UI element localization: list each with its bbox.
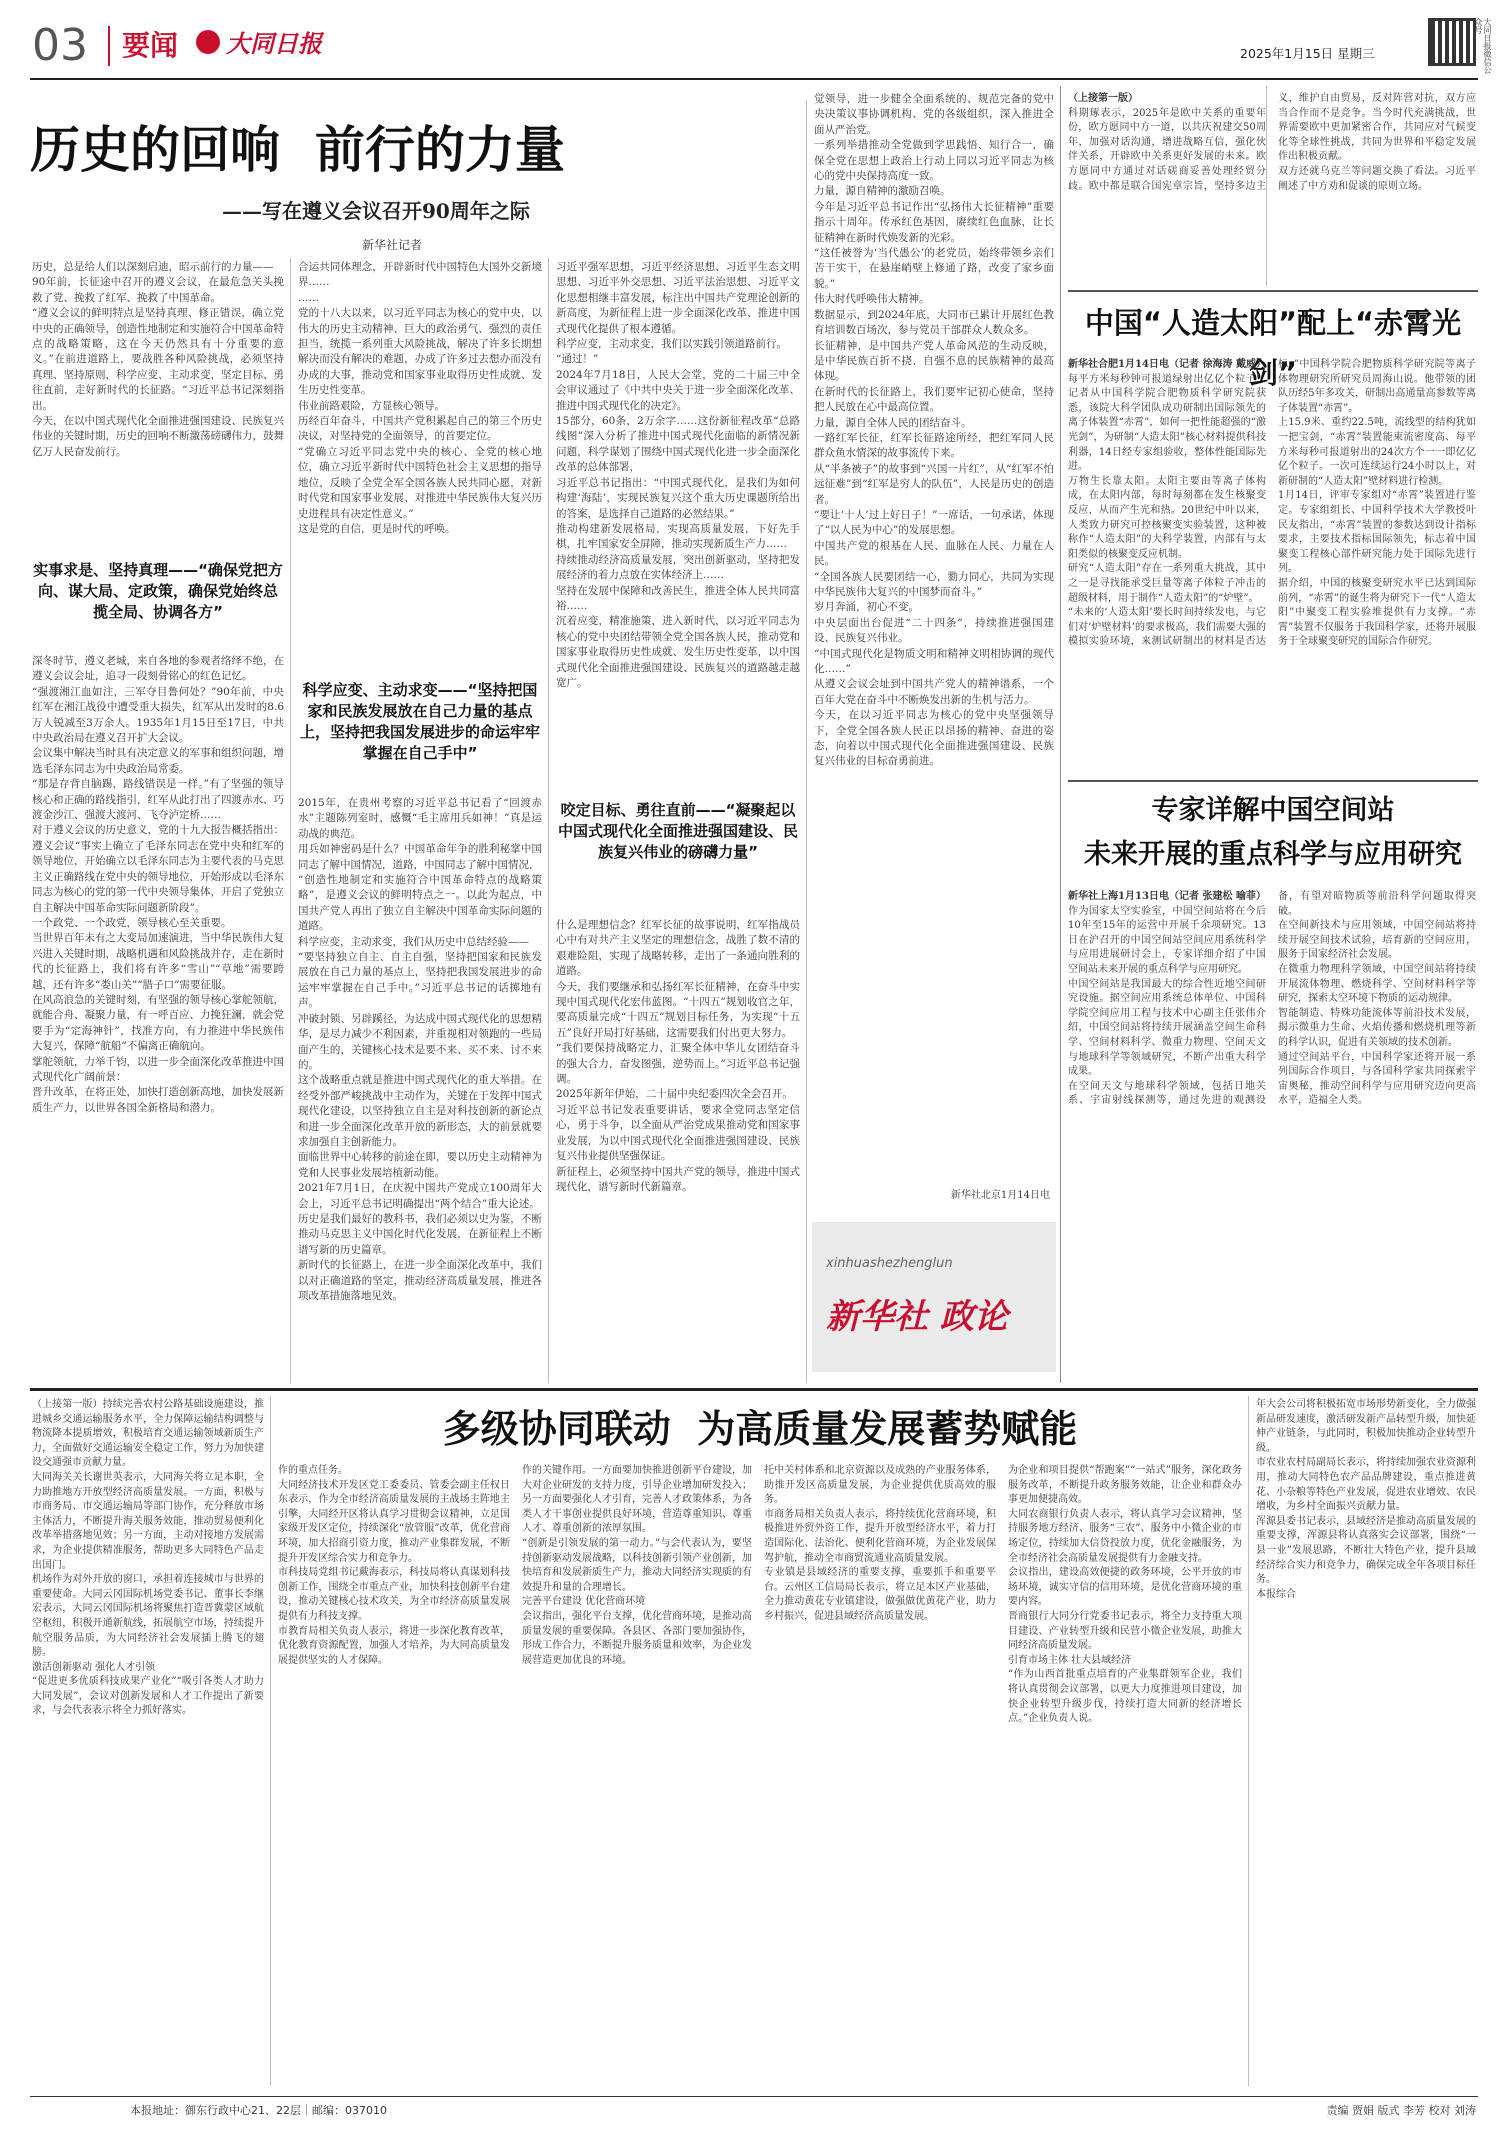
main-headline: 历史的回响 前行的力量 bbox=[30, 121, 565, 179]
main-col3-top: 习近平强军思想，习近平经济思想、习近平生态文明思想、习近平外交思想、习近平法治思想、习近平文化思想相继丰富发展，标注出中国共产党理论创新的新高度，为新征程上进一步全面深化改革、推进中国式现代化提供了根本遵循。 科学应变，主动求变，我们以实践引领道路前行。 “通过！” 2024年7月18日，人民大会堂，党的二十届三中全会审议通过了《中共中央关于进一步全面深化改革、推进中国式现代化的决定》。 15部分，60条，2万余字……这份新征程改革“总路线图”深入分析了推进中国式现代化面临的新情况新问题，科学谋划了围绕中国式现代化进一步全面深化改革的总体部署， 习近平总书记指出：“中国式现代化，是我们为如何构建‘海陆’，实现民族复兴这个重大历史课题所给出的答案，是选择自己道路的必然结果。” 推动构建新发展格局，实现高质量发展，下好先手棋，扎牢国家安全屏障，推动实现新质生产力…… 持续推动经济高质量发展，突出创新驱动，坚持把发展经济的着力点放在实体经济上…… 坚持在发展中保障和改善民生，推进全体人民共同富裕…… 沉着应变，精准施策，进入新时代，以习近平同志为核心的党中央团结带领全党全国各族人民，推动党和国家事业取得历史性成就、发生历史性变革，以中国式现代化全面推进强国建设、民族复兴的道路越走越宽广。 bbox=[556, 261, 800, 689]
bottom-col-d: 托中关村体系和北京资源以及成熟的产业服务体系，助推开发区高质量发展，为企业提供优质高效的服务。 市商务局相关负责人表示，将持续优化营商环境，积极推进外贸外资工作，提升开放型经济水平，着力打造国际化、法治化、便利化营商环境，为企业发展保驾护航，推动全市商贸流通业高质量发展。 专业镇是县域经济的重要支撑，重要抓手和重要平台。云州区工信局局长表示，将立足本区产业基础，全力推动黄花专业镇建设，做强做优黄花产业，助力乡村振兴，促进县域经济高质量发展。 bbox=[764, 1465, 996, 1622]
footer-address: 本报地址：御东行政中心21、22层｜邮编：037010 bbox=[130, 2104, 387, 2117]
issue-date: 2025年1月15日 星期三 bbox=[1240, 46, 1375, 61]
commentary-pinyin: xinhuashezhenglun bbox=[826, 1256, 953, 1271]
station-headline-2: 未来开展的重点科学与应用研究 bbox=[1084, 839, 1462, 870]
section-rule bbox=[1068, 290, 1478, 292]
bottom-col-e: 为企业和项目提供“帮跑案”“一站式”服务，深化政务服务改革，不断提升政务服务效能，让企业和群众办事更加便捷高效。 大同农商银行负责人表示，将认真学习会议精神，坚持服务地方经济、服务“三农”、服务中小微企业的市场定位，持续加大信贷投放力度，优化金融服务，为全市经济社会高质量发展提供有力金融支持。 会议指出，建设高效便捷的政务环境，公平开放的市场环境，诚实守信的信用环境，是优化营商环境的重要内容。 晋商银行大同分行党委书记表示，将全力支持重大项目建设、产业转型升级和民营小微企业发展，助推大同经济高质量发展。 引育市场主体 壮大县域经济 “作为山西首批重点培育的产业集群领军企业，我们将认真贯彻会议部署，以更大力度推进项目建设，加快企业转型升级步伐，持续打造大同新的经济增长点。”企业负责人说。 bbox=[1008, 1465, 1242, 1725]
qr-code bbox=[1428, 18, 1476, 66]
col-rule bbox=[548, 258, 549, 1383]
main-col2-top: 合运共同体理念，开辟新时代中国特色大国外交新境界…… …… 党的十八大以来，以习近平同志为核心的党中央，以伟大的历史主动精神、巨大的政治勇气、强烈的责任担当，统揽一系列重大风险挑战，解决了许多长期想解决而没有解决的难题，办成了许多过去想办而没有办成的大事，推动党和国家事业取得历史性成就、发生历史性变革。 伟业前路艰险，方显核心领导。 历经百年奋斗，中国共产党积累起自己的第三个历史决议，对坚持党的全面领导，的首要定位。 “党确立习近平同志党中央的核心、全党的核心地位，确立习近平新时代中国特色社会主义思想的指导地位，反映了全党全军全国各族人民共同心愿，对新时代党和国家事业发展、对推进中华民族伟大复兴历史进程具有决定性意义。” 这是党的自信，更是时代的呼唤。 bbox=[298, 261, 542, 535]
sun-headline: 中国“人造太阳”配上“赤霄光剑” bbox=[1084, 306, 1462, 390]
section-heading-3: 咬定目标、勇往直前——“凝聚起以中国式现代化全面推进强国建设、民族复兴伟业的磅礴力量” bbox=[557, 801, 798, 861]
sun-body bbox=[1068, 358, 1476, 770]
main-col3-bottom: 什么是理想信念？红军长征的故事说明，红军指战员心中有对共产主义坚定的理想信念，战胜了数不清的艰难险阻，实现了战略转移，走出了一条通向胜利的道路。 今天，我们要继承和弘扬红军长征精神，在奋斗中实现中国式现代化宏伟蓝图。“十四五”规划收官之年，要高质量完成“十四五”规划目标任务，为实现“十五五”良好开局打好基础，这需要我们付出更大努力。 “我们要保持战略定力，汇聚全体中华儿女团结奋斗的强大合力，奋发图强，逆势而上。”习近平总书记强调。 2025年新年伊始，二十届中央纪委四次全会召开。 习近平总书记发表重要讲话，要求全党同志坚定信心，勇于斗争，以全面从严治党成果推动党和国家事业发展，为以中国式现代化全面推进强国建设、民族复兴伟业提供坚强保证。 新征程上，必须坚持中国共产党的领导，推进中国式现代化，谱写新时代新篇章。 bbox=[556, 919, 800, 1193]
col-rule bbox=[806, 100, 807, 1383]
bottom-col-rule bbox=[270, 1396, 271, 2086]
main-col2-bottom: 2015年，在贵州考察的习近平总书记看了“回渡赤水”主题陈列室时，感慨“毛主席用兵如神！”真是运动战的典范。 用兵如神密码是什么？中国革命年争的胜利秘掌中国同志了解中国情况，道路，中国同志了解中国情况， “创造性地制定和实施符合中国革命特点的战略策略”，是遵义会议的鲜明特点之一。以此为起点，中国共产党人再出了独立自主解决中国革命实际问题的道路。 科学应变，主动求变，我们从历史中总结经验—— “要坚持独立自主、自主自强，坚持把国家和民族发展放在自己力量的基点上，坚持把我国发展进步的命运牢牢掌握在自己手中。”习近平总书记的话掷地有声。 冲破封锁、另辟蹊径，为达成中国式现代化的思想精华，是尽力减少不利因素，并重视相对领跑的一些局面产生的，关键核心技术是要不来、买不来、讨不来的。 这个战略重点就是推进中国式现代化的重大举措。在经受外部严峻挑战中主动作为，关键在于发挥中国式现代化建设，以坚持独立自主是对科技创新的新论点和进一步全面深化改革开放的新形态，大的前景就要求加强自主创新能力。 面临世界中心转移的前途在即，要以历史主动精神为党和人民事业发展培植新动能。 2021年7月1日，在庆祝中国共产党成立100周年大会上，习近平总书记明确提出“两个结合”重大论述。 历史是我们最好的教科书，我们必须以史为鉴，不断推动马克思主义中国化时代化发展，在新征程上不断谱写新的历史篇章。 新时代的长征路上，在进一步全面深化改革中，我们以对正确道路的坚定，推动经济高质量发展，推进各项改革措施落地见效。 bbox=[298, 797, 542, 1302]
main-col4: 觉领导，进一步健全全面系统的、规范完备的党中央决策议事协调机构、党的各级组织，深入推进全面从严治党。 一系列举措推动全党做到学思践悟、知行合一，确保全党在思想上政治上行动上同以习近平同志为核心的党中央保持高度一致。 力量，源自精神的激励召唤。 今年是习近平总书记作出“弘扬伟大长征精神”重要指示十周年。传承红色基因，赓续红色血脉，让长征精神在新时代焕发新的光彩。 “这任被誉为‘当代愚公’的老党员，始终带领乡亲们苦干实干，在悬崖峭壁上修通了路，改变了家乡面貌。” 伟大时代呼唤伟大精神。 数据显示，到2024年底，大同市已累计开展红色教育培训数百场次，参与党员干部群众人数众多。 长征精神，是中国共产党人革命风范的生动反映，是中华民族百折不挠、自强不息的民族精神的最高体现。 在新时代的长征路上，我们要牢记初心使命，坚持把人民放在心中最高位置。 力量，源自全体人民的团结奋斗。 一路红军长征，红军长征路途所经，把红军同人民群众鱼水情深的故事流传下来。 从“半条被子”的故事到“兴国一片红”，从“红军不怕远征难”到“红军是穷人的队伍”，人民是历史的创造者。 “要让‘十人’过上好日子！”一席话，一句承诺，体现了“以人民为中心”的发展思想。 中国共产党的根基在人民、血脉在人民、力量在人民。 “全国各族人民要团结一心，勠力同心，共同为实现中华民族伟大复兴的中国梦而奋斗。” 岁月奔涌，初心不变。 中央层面出台促进“二十四条”，持续推进强国建设、民族复兴伟业。 “中国式现代化是物质文明和精神文明相协调的现代化……” 从遵义会议会址到中国共产党人的精神谱系，一个百年大党在奋斗中不断焕发出新的生机与活力。 今天，在以习近平同志为核心的党中央坚强领导下，全党全国各族人民正以昂扬的精神、奋进的姿态，向着以中国式现代化全面推进强国建设、民族复兴伟业的目标奋勇前进。 bbox=[814, 93, 1054, 768]
bottom-col-a: （上接第一版）持续完善农村公路基础设施建设，推进城乡交通运输服务水平，全力保障运输结构调整与物流降本提质增效，积极培育交通运输领域新质生产力，全面做好交通运输安全稳定工作，努力为加快建设交通强市贡献力量。 大同海关关长谢世英表示，大同海关将立足本职，全力助推地方开放型经济高质量发展。一方面，积极与市商务局、市交通运输局等部门协作，充分释放市场主体活力，不断提升海关服务效能，推动贸易便利化改革举措落地见效；另一方面，主动对接地方发展需求，为企业提供精准服务，帮助更多大同特色产品走出国门。 机场作为对外开放的窗口，承担着连接城市与世界的重要使命。大同云冈国际机场党委书记、董事长李继宏表示，大同云冈国际机场将聚焦打造晋冀蒙区域航空枢纽，积极开通新航线，拓展航空市场，持续提升航空服务品质，为大同经济社会发展插上腾飞的翅膀。 激活创新驱动 强化人才引领 “促进更多优质科技成果产业化”“吸引各类人才助力大同发展”，会议对创新发展和人才工作提出了新要求，与会代表表示将全力抓好落实。 bbox=[32, 1399, 264, 1717]
bottom-headline: 多级协同联动 为高质量发展蓄势赋能 bbox=[442, 1407, 1078, 1451]
newspaper-logo bbox=[196, 24, 346, 64]
station-text: 作为国家太空实验室，中国空间站将在今后10年至15年的运营中开展千余项研究。13日在沪召开的中国空间站空间应用系统科学与应用进展研讨会上，专家详细介绍了中国空间站未来开展的重点科学与应用研究。 中国空间站是我国最大的综合性近地空间研究设施。据空间应用系统总体单位、中国科学院空间应用工程与技术中心副主任张伟介绍，中国空间站将持续开展涵盖空间生命科学、空间材料科学、微重力物理、空间天文与地球科学等领域研究，不断产出重大科学成果。 在空间天文与地球科学领域，包括日地关系、宇宙射线探测等，通过先进的观测设备，有望对暗物质等前沿科学问题取得突破。 在空间新技术与应用领域，中国空间站将持续开展空间技术试验，培育新的空间应用，服务于国家经济社会发展。 在微重力物理科学领域，中国空间站将持续开展流体物理、燃烧科学、空间材料科学等研究，探索太空环境下物质的运动规律。 智能制造、特殊功能流体等前沿技术发展，揭示微重力生命、火焰传播和燃烧机理等新的科学认识，促进有关领域的技术创新。 通过空间站平台，中国科学家还将开展一系列国际合作项目，与各国科学家共同探索宇宙奥秘，推动空间科学与应用研究迈向更高水平，造福全人类。 bbox=[1068, 891, 1476, 1107]
bottom-col-c: 作的关键作用。一方面要加快推进创新平台建设，加大对企业研发的支持力度，引导企业增加研发投入；另一方面要强化人才引育，完善人才政策体系，为各类人才干事创业提供良好环境，营造尊重知识、尊重人才、尊重创新的浓厚氛围。 “创新是引领发展的第一动力。”与会代表认为，要坚持创新驱动发展战略，以科技创新引领产业创新，加快培育和发展新质生产力，推动大同经济实现质的有效提升和量的合理增长。 完善平台建设 优化营商环境 会议指出，强化平台支撑，优化营商环境，是推动高质量发展的重要保障。各县区、各部门要加强协作，形成工作合力，不断提升服务质量和效率，为企业发展营造更加优良的环境。 bbox=[522, 1465, 752, 1666]
section-heading-2: 科学应变、主动求变——“坚持把国家和民族发展放在自己力量的基点上，坚持把我国发展进步的命运牢牢掌握在自己手中” bbox=[299, 681, 540, 762]
logo-text: 大同日报 bbox=[226, 29, 322, 58]
main-byline: 新华社记者 bbox=[362, 238, 423, 252]
section-rule bbox=[1068, 780, 1478, 782]
main-dateline-end: 新华社北京1月14日电 bbox=[950, 1190, 1050, 1201]
col-rule bbox=[1060, 86, 1061, 1383]
footer-rule bbox=[30, 2096, 1478, 2097]
commentary-label bbox=[812, 1222, 1056, 1372]
station-headline-1: 专家详解中国空间站 bbox=[1151, 795, 1395, 826]
section-heading-1: 实事求是、坚持真理——“确保党把方向、谋大局、定政策，确保党始终总揽全局、协调各方” bbox=[33, 561, 283, 621]
commentary-title: 新华社 政论 bbox=[826, 1297, 1008, 1337]
station-dateline: 新华社上海1月13日电（记者 张建松 喻菲） bbox=[1068, 891, 1266, 902]
header-rule bbox=[30, 78, 1478, 80]
header-divider bbox=[108, 26, 110, 66]
bottom-col-rule bbox=[1248, 1396, 1249, 2086]
right-top-continuation bbox=[1068, 92, 1476, 290]
sun-dateline: 新华社合肥1月14日电（记者 徐海涛 戴威） bbox=[1068, 359, 1266, 370]
section-name: 要闻 bbox=[122, 29, 179, 62]
bottom-section-rule bbox=[30, 1388, 1478, 1391]
station-body bbox=[1068, 890, 1476, 1380]
col-rule bbox=[290, 258, 291, 1383]
qr-label: 大同日报微信公众号 bbox=[1474, 18, 1492, 74]
main-subtitle: ——写在遵义会议召开90周年之际 bbox=[222, 199, 530, 223]
bottom-col-f: 年大会公司将积极拓宽市场形势新变化，全力做强新品研发速度，激活研发新产品转型升级，加快延伸产业链条，与此同时，积极加快推动企业转型升级。 市农业农村局副局长表示，将持续加强农业资源利用，推动大同特色农产品品牌建设，重点推进黄花、小杂粮等特色产业发展，促进农业增效、农民增收，为乡村全面振兴贡献力量。 浑源县委书记表示，县域经济是推动高质量发展的重要支撑，浑源县将认真落实会议部署，围绕“一县一业”发展思路，不断壮大特色产业，提升县域经济综合实力和竞争力，确保完成全年各项目标任务。 本报综合 bbox=[1256, 1399, 1476, 1600]
footer-editors: 责编 贾娟 版式 李芳 校对 刘涛 bbox=[1326, 2104, 1476, 2117]
bottom-col-b: 作的重点任务。 大同经济技术开发区党工委委员、管委会副主任权日东表示，作为全市经济高质量发展的主战场主阵地主引擎，大同经开区将认真学习贯彻会议精神，立足国家级开发区定位，持续深化“放管服”改革，优化营商环境，加大招商引资力度，推动产业集群发展，不断提升开发区综合实力和竞争力。 市科技局党组书记戴海表示，科技局将认真谋划科技创新工作，围绕全市重点产业，加快科技创新平台建设，推动关键核心技术攻关，为全市经济高质量发展提供有力科技支撑。 市教育局相关负责人表示，将进一步深化教育改革，优化教育资源配置，加强人才培养，为大同高质量发展提供坚实的人才保障。 bbox=[278, 1465, 510, 1666]
page-number: 03 bbox=[32, 20, 88, 71]
main-col1-bottom: 深冬时节，遵义老城，来自各地的参观者络绎不绝，在遵义会议会址，追寻一段刻骨铭心的红色记忆。 “强渡湘江血如注，三军夺目鲁何处？”90年前，中央红军在湘江战役中遭受重大损失，红军从出发时的8.6万人锐减至3万余人。1935年1月15日至17日，中共中央政治局在遵义召开扩大会议。 会议集中解决当时具有决定意义的军事和组织问题，增选毛泽东同志为中央政治局常委。 “那是存背自脑踢，路线错误是一样。”有了坚强的领导核心和正确的路线指引，红军从此打出了四渡赤水、巧渡金沙江、强渡大渡河、飞夺泸定桥…… 对于遵义会议的历史意义，党的十九大报告概括指出：遵义会议“事实上确立了毛泽东同志在党中央和红军的领导地位，开始确立以毛泽东同志为主要代表的马克思主义正确路线在党中央的领导地位，开始形成以毛泽东同志为核心的党的第一代中央领导集体，开启了党独立自主解决中国革命实际问题新阶段”。 一个政党、一个政党，领导核心至关重要。 当世界百年未有之大变局加速演进，当中华民族伟大复兴进入关键时期，战略机遇和风险挑战并存，走在新时代的长征路上，我们将有许多“雪山”“草地”需要跨越，还有许多“娄山关”“腊子口”需要征服。 在风高浪急的关键时刻，有坚强的领导核心掌舵领航，就能合舟、凝聚力量，有一呼百应、力挽狂澜，就会党要手为“定海神针”，找准方向，有力推进中华民族伟大复兴，保障“航船”不偏离正确航向。 掌舵领航，力举千钧，以进一步全面深化改革推进中国式现代化广阔前景： 晋升改革，在将正处，加快打造创新高地，加快发展新质生产力，以世界各国全新格局和潜力。 bbox=[32, 655, 284, 1114]
logo-mark-icon bbox=[196, 30, 220, 54]
continued-label: （上接第一版） bbox=[1068, 93, 1138, 104]
sun-text: 每平方米每秒钟可报道绿射出亿亿个粒子！记者从中国科学院合肥物质科学研究院获悉，该院大科学团队成功研制出国际领先的离子体装置“赤霄”，如何一把性能超强的“激光剑”，为研制“人造太阳”核心材料提供科技利器，14日经专家组验收，整体性能国际先进。 万物生长靠太阳。太阳主要由等离子体构成，在太阳内部，每时每刻都在发生核聚变反应，从而产生光和热。20世纪中叶以来，人类致力研究可控核聚变实验装置，这种被称作“人造太阳”的大科学装置，内部有与太阳类似的核聚变反应机制。 研究“人造太阳”存在一系列重大挑战，其中之一是寻找能承受巨量等离子体粒子冲击的超级材料，用于制作“人造太阳”的“炉壁”。 “未来的‘人造太阳’要长时间持续发电，与它们对‘炉壁材料’的要求极高，我们需要大强的模拟实验环境，来测试研制出的材料是否达标。”中国科学院合肥物质科学研究院等离子体物理研究所研究员周海山说。他带领的团队历经5年多攻关，研制出高通量高参数等离子体装置“赤霄”。 上15.9米、重约22.5吨，流线型的结构犹如一把宝剑，“赤霄”装置能束流密度高、每平方米每秒可报道射出的24次方个一一即亿亿亿个粒子。一次可连续运行24小时以上，对新研制的“人造太阳”壁材料进行检测。 1月14日，评审专家组对“赤霄”装置进行鉴定。专家组组长、中国科学技术大学教授叶民友指出，“赤霄”装置的参数达到设计指标要求，主要技术指标国际领先，标志着中国聚变工程核心部件研究能力处于国际先进行列。 据介绍，中国的核聚变研究水平已达到国际前列，“赤霄”的诞生将为研究下一代“人造太阳”中聚变工程实验堆提供有力支撑。“赤霄”装置不仅服务于我国科学家，还将开展服务于全球聚变研究的国际合作研究。 bbox=[1068, 359, 1476, 648]
continued-text: 科期琢表示，2025年是欧中关系的重要年份，欧方愿同中方一道，以共庆祝建交50周年，加强对话沟通，增进战略互信，强化伙伴关系，开辟欧中关系更好发展的未来。欧方愿同中方通过对话磋商妥善处理经贸分歧。欧中都是联合国宪章宗旨，坚持多边主义，维护自由贸易，反对阵营对抗，双方应当合作而不是竞争。当今时代充满挑战，世界需要欧中更加紧密合作，共同应对气候变化等全球性挑战，共同为世界和平稳定发展作出积极贡献。 双方还就乌克兰等问题交换了看法。习近平阐述了中方劝和促谈的原则立场。 bbox=[1068, 93, 1476, 192]
main-col1-top: 历史，总是给人们以深刻启迪，昭示前行的力量—— 90年前，长征途中召开的遵义会议，在最危急关头挽救了党、挽救了红军、挽救了中国革命。 “遵义会议的鲜明特点是坚持真理、修正错误，确立党中央的正确领导，创造性地制定和实施符合中国革命特点的战略策略，这在今天仍然具有十分重要的意义。”在前进道路上，要战胜各种风险挑战，必须坚持真理、坚持原则，科学应变、主动求变，坚定目标、勇往直前，走好新时代的长征路。“习近平总书记深刻指出。 今天，在以中国式现代化全面推进强国建设、民族复兴伟业的关键时期，历史的回响不断激荡磅礴伟力，鼓舞亿万人民奋发前行。 bbox=[32, 261, 284, 458]
